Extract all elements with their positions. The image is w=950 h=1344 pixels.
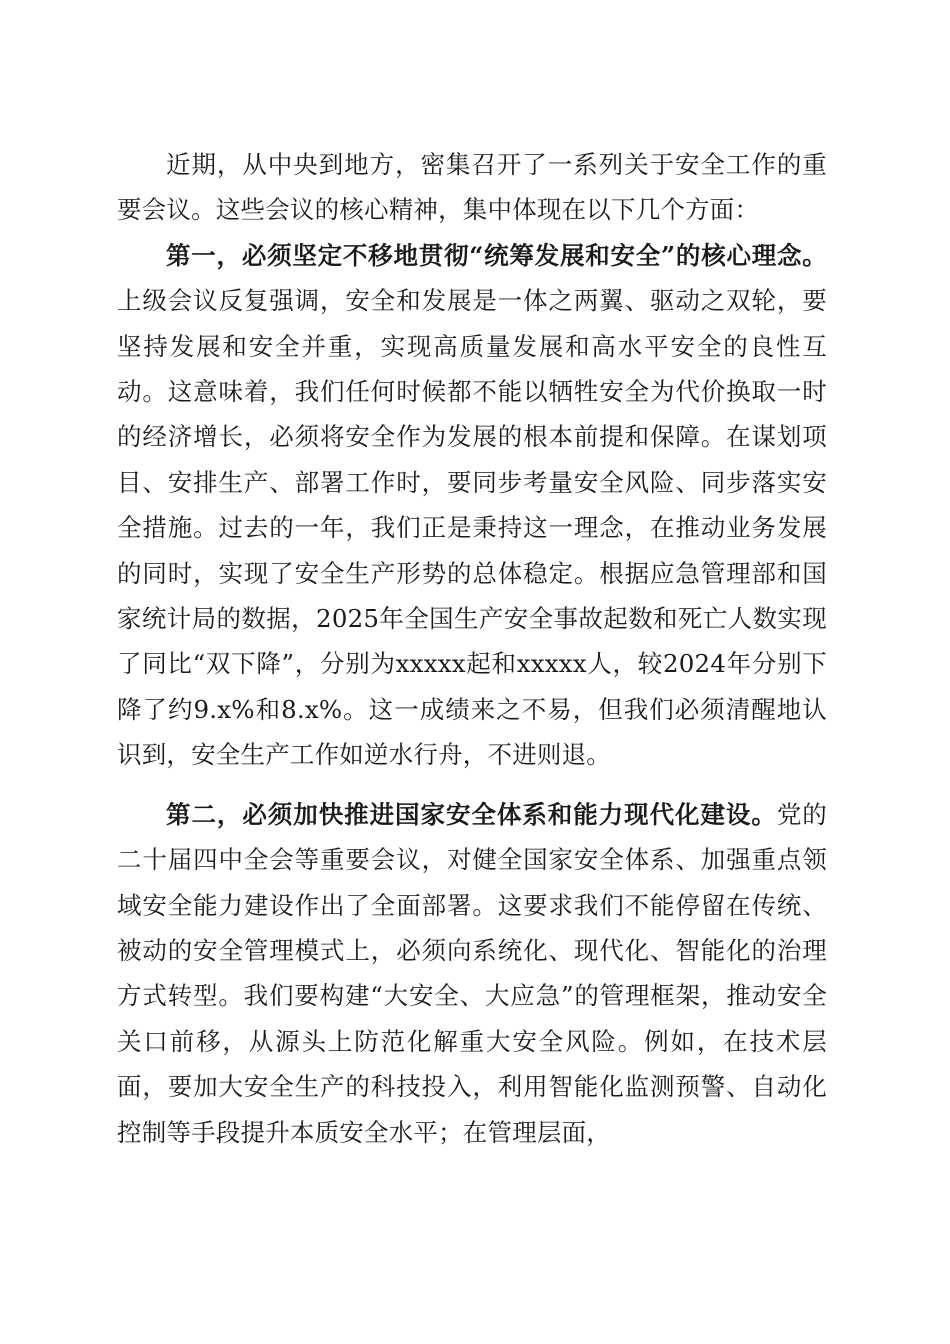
document-body (117, 142, 827, 1155)
paragraph-lead: 第二，必须加快推进国家安全体系和能力现代化建设。 (166, 799, 777, 829)
paragraph-point-2 (117, 792, 827, 1155)
paragraph-text: 党的二十届四中全会等重要会议，对健全国家安全体系、加强重点领域安全能力建设作出了全面部署。这要求我们不能停留在传统、被动的安全管理模式上，必须向系统化、现代化、智能化的治理方式转型。我们要构建“大安全、大应急”的管理框架，推动安全关口前移，从源头上防范化解重大安全风险。例如，在技术层面，要加大安全生产的科技投入，利用智能化监测预警、自动化控制等手段提升本质安全水平；在管理层面， (117, 799, 827, 1147)
paragraph-lead: 第一，必须坚定不移地贯彻“统筹发展和安全”的核心理念。 (166, 240, 827, 270)
paragraph-text: 近期，从中央到地方，密集召开了一系列关于安全工作的重要会议。这些会议的核心精神，集中体现在以下几个方面： (117, 150, 827, 225)
paragraph-intro (117, 142, 827, 233)
paragraph-text: 上级会议反复强调，安全和发展是一体之两翼、驱动之双轮，要坚持发展和安全并重，实现高质量发展和高水平安全的良性互动。这意味着，我们任何时候都不能以牺牲安全为代价换取一时的经济增长，必须将安全作为发展的根本前提和保障。在谋划项目、安排生产、部署工作时，要同步考量安全风险、同步落实安全措施。过去的一年，我们正是秉持这一理念，在推动业务发展的同时，实现了安全生产形势的总体稳定。根据应急管理部和国家统计局的数据，2025年全国生产安全事故起数和死亡人数实现了同比“双下降”，分别为xxxxx起和xxxxx人，较2024年分别下降了约9.x%和8.x%。这一成绩来之不易，但我们必须清醒地认识到，安全生产工作如逆水行舟，不进则退。 (117, 286, 827, 770)
paragraph-point-1 (117, 233, 827, 778)
